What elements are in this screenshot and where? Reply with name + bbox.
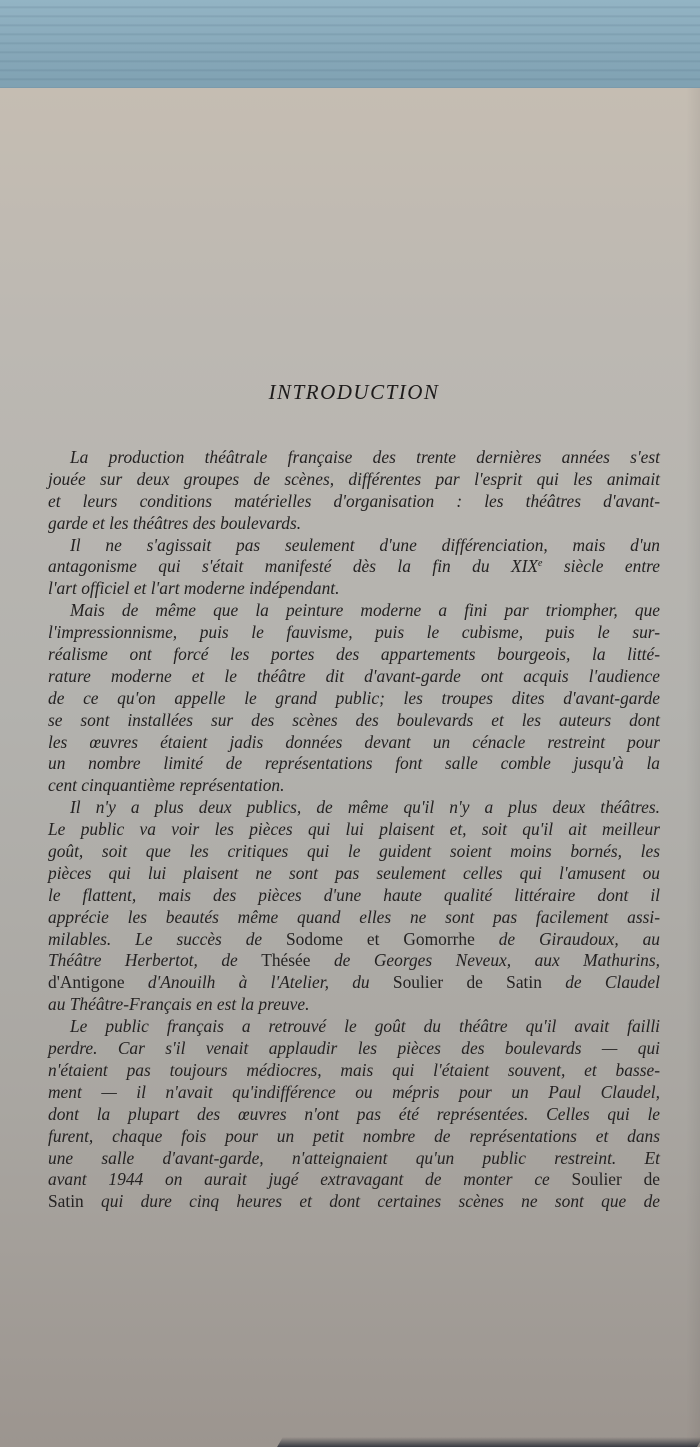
text-line: et leurs conditions matérielles d'organisation : les théâtres d'avant- [48, 490, 660, 511]
text-segment: qui dure cinq heures et dont certaines scènes ne sont que de [83, 1191, 660, 1212]
text-segment: milables. Le succès de [48, 928, 287, 949]
text-line [48, 929, 660, 951]
table-surface-background [0, 0, 700, 100]
text-line [48, 556, 660, 578]
paragraph-2 [48, 535, 660, 601]
paragraph-5 [48, 1016, 660, 1213]
text-line: dont la plupart des œuvres n'ont pas été représentées. Celles qui le [48, 1103, 660, 1124]
chapter-title: INTRODUCTION [268, 380, 440, 404]
text-line [48, 972, 660, 994]
text-segment: de Claudel [541, 972, 660, 993]
text-line: goût, soit que les critiques qui le guident soient moins bornés, les [48, 841, 660, 862]
text-line: perdre. Car s'il venait applaudir les pièces des boulevards — qui [48, 1038, 660, 1059]
play-title: Satin [48, 1191, 84, 1212]
text-line: ment — il n'avait qu'indifférence ou mépris pour un Paul Claudel, [48, 1081, 660, 1102]
text-line: un nombre limité de représentations font salle comble jusqu'à la [48, 753, 660, 774]
text-line: Il ne s'agissait pas seulement d'une différenciation, mais d'un [70, 534, 660, 555]
text-line: Il n'y a plus deux publics, de même qu'il n'y a plus deux théâtres. [70, 797, 660, 818]
text-segment: Théâtre Herbertot, de [48, 950, 262, 971]
paragraph-1 [48, 447, 660, 535]
text-line: apprécie les beautés même quand elles ne sont pas facilement assi- [48, 906, 660, 927]
text-segment: de Georges Neveux, aux Mathurins, [310, 950, 660, 971]
text-line: Le public va voir les pièces qui lui plaisent et, soit qu'il ait meilleur [48, 819, 660, 840]
text-line: rature moderne et le théâtre dit d'avant-garde ont acquis l'audience [48, 665, 660, 686]
text-line: une salle d'avant-garde, n'atteignaient qu'un public restreint. Et [48, 1147, 660, 1168]
text-line: de ce qu'on appelle le grand public; les troupes dites d'avant-garde [48, 687, 660, 708]
play-title: Thésée [261, 950, 311, 971]
page-bottom-shadow [277, 1437, 700, 1447]
text-line: l'impressionnisme, puis le fauvisme, puis le cubisme, puis le sur- [48, 622, 660, 643]
play-title: Sodome et Gomorrhe [286, 928, 475, 949]
text-line: les œuvres étaient jadis données devant un cénacle restreint pour [48, 731, 660, 752]
text-line: Mais de même que la peinture moderne a fini par triompher, que [70, 600, 660, 621]
play-title: Soulier de [571, 1169, 660, 1190]
text-line: le flattent, mais des pièces d'une haute qualité littéraire dont il [48, 884, 660, 905]
text-line: La production théâtrale française des trente dernières années s'est [70, 447, 660, 467]
text-line: pièces qui lui plaisent ne sont pas seulement celles qui l'amusent ou [48, 862, 660, 883]
text-line: furent, chaque fois pour un petit nombre de représentations et dans [48, 1125, 660, 1146]
play-title: Soulier de Satin [392, 972, 542, 993]
text-line [48, 1191, 660, 1213]
text-line: jouée sur deux groupes de scènes, différentes par l'esprit qui les animait [48, 468, 660, 489]
text-segment: antagonisme qui s'était manifesté dès la fin du XIX [48, 556, 539, 577]
text-line: l'art officiel et l'art moderne indépendant. [48, 578, 340, 599]
text-segment: siècle entre [542, 556, 660, 577]
text-line: se sont installées sur des scènes des boulevards et les auteurs dont [48, 709, 660, 730]
text-line: garde et les théâtres des boulevards. [48, 512, 302, 533]
paragraph-3 [48, 600, 660, 797]
body-text [48, 447, 660, 1213]
superscript: e [538, 558, 543, 570]
play-title: d'Antigone [48, 972, 125, 993]
text-line [48, 1169, 660, 1191]
text-segment: de Giraudoux, au [474, 928, 660, 949]
text-line [48, 950, 660, 972]
paragraph-4 [48, 797, 660, 1016]
text-line: Le public français a retrouvé le goût du théâtre qu'il avait failli [70, 1016, 660, 1037]
text-line: n'étaient pas toujours médiocres, mais qui l'étaient souvent, et basse- [48, 1059, 660, 1080]
text-segment: d'Anouilh à l'Atelier, du [124, 972, 393, 993]
text-line: cent cinquantième représentation. [48, 775, 285, 796]
text-segment: avant 1944 on aurait jugé extravagant de monter ce [48, 1169, 572, 1190]
text-line: au Théâtre-Français en est la preuve. [48, 994, 310, 1015]
text-line: réalisme ont forcé les portes des appartements bourgeois, la litté- [48, 644, 660, 665]
